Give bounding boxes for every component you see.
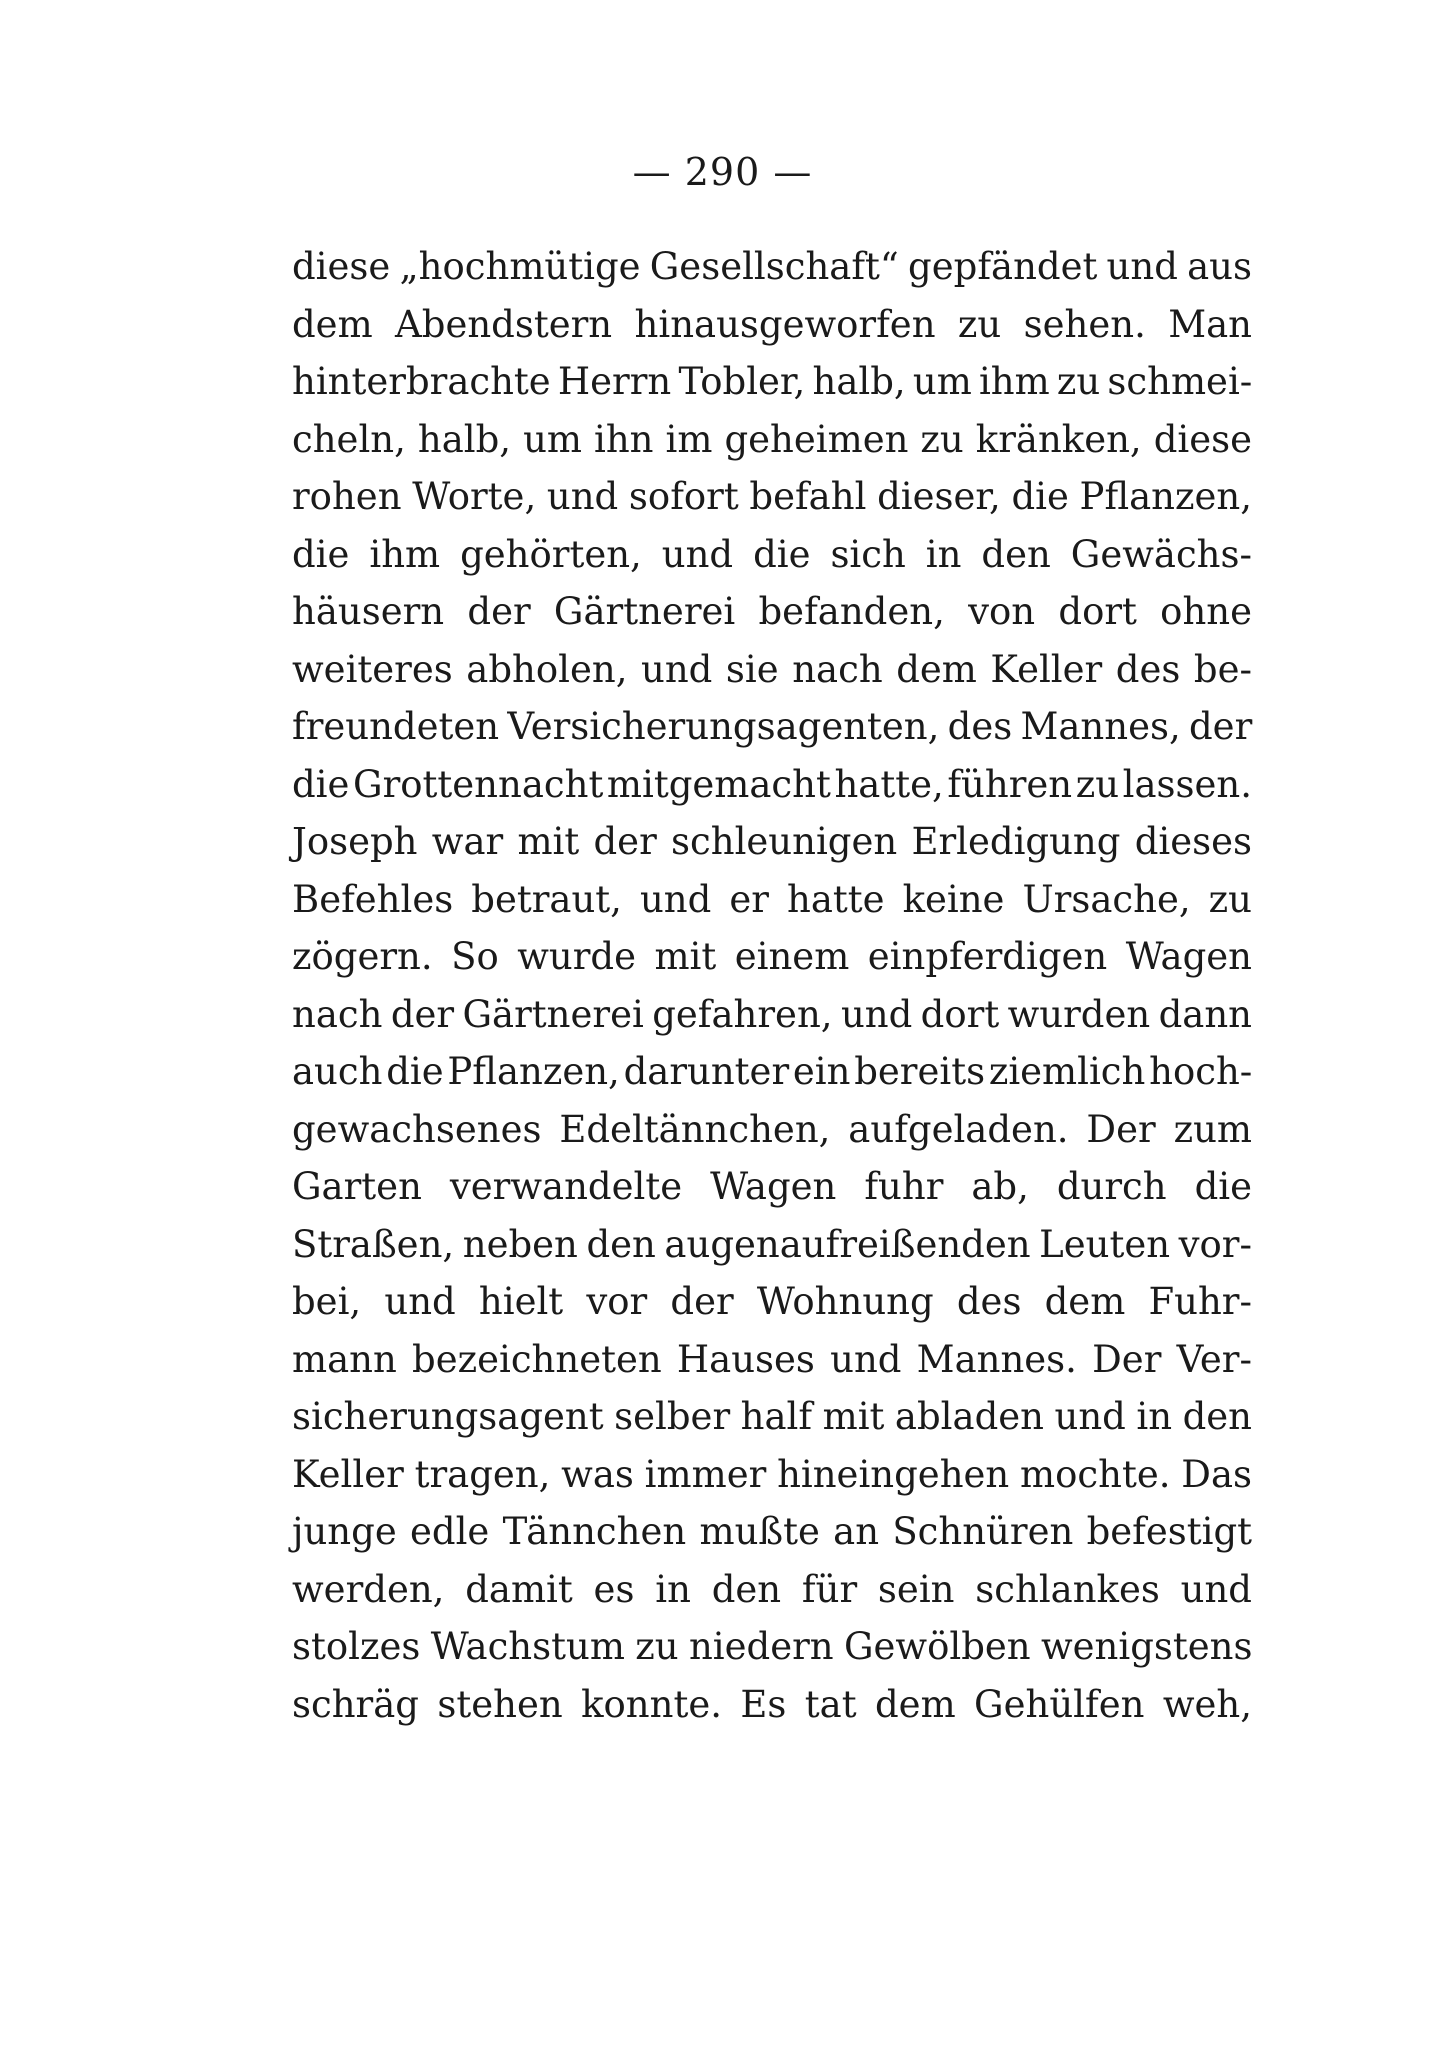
text-line: nach der Gärtnerei gefahren, und dort wurden dann — [292, 992, 1252, 1036]
text-line: cheln, halb, um ihn im geheimen zu kränken, diese — [292, 417, 1252, 461]
text-line: die Grottennacht mitgemacht hatte, führen zu lassen. — [292, 762, 1252, 806]
text-line: stolzes Wachstum zu niedern Gewölben wenigstens — [292, 1625, 1253, 1668]
page-number: — 290 — — [632, 150, 813, 194]
text-line: Straßen, neben den augenaufreißenden Leuten vor- — [292, 1222, 1252, 1266]
text-line: Garten verwandelte Wagen fuhr ab, durch die — [292, 1165, 1252, 1208]
text-line: junge edle Tännchen mußte an Schnüren befestigt — [292, 1510, 1252, 1553]
text-line: mann bezeichneten Hauses und Mannes. Der Ver- — [292, 1337, 1252, 1381]
text-line: Joseph war mit der schleunigen Erledigung dieses — [292, 820, 1252, 863]
text-line: gewachsenes Edeltännchen, aufgeladen. Der zum — [292, 1107, 1252, 1151]
body-text — [292, 238, 1252, 1733]
text-line: Befehles betraut, und er hatte keine Ursache, zu — [292, 877, 1252, 921]
text-line: weiteres abholen, und sie nach dem Keller des be- — [292, 647, 1252, 691]
text-line: freundeten Versicherungsagenten, des Mannes, der — [292, 705, 1253, 748]
text-line: diese „hochmütige Gesellschaft“ gepfändet und aus — [292, 245, 1252, 288]
text-line: Keller tragen, was immer hineingehen mochte. Das — [292, 1452, 1252, 1496]
text-line: sicherungsagent selber half mit abladen und in den — [292, 1395, 1252, 1438]
text-line: werden, damit es in den für sein schlankes und — [292, 1567, 1252, 1611]
text-line: auch die Pflanzen, darunter ein bereits ziemlich hoch- — [292, 1050, 1253, 1093]
text-line: häusern der Gärtnerei befanden, von dort ohne — [292, 590, 1252, 633]
text-line: bei, und hielt vor der Wohnung des dem Fuhr- — [292, 1280, 1252, 1323]
text-line: die ihm gehörten, und die sich in den Gewächs- — [292, 532, 1252, 576]
text-line: schräg stehen konnte. Es tat dem Gehülfen weh, — [292, 1682, 1252, 1726]
text-line: hinterbrachte Herrn Tobler, halb, um ihm zu schmei- — [292, 360, 1253, 403]
text-line: dem Abendstern hinausgeworfen zu sehen. Man — [292, 302, 1252, 346]
text-line: zögern. So wurde mit einem einpferdigen Wagen — [292, 935, 1252, 978]
text-line: rohen Worte, und sofort befahl dieser, die Pflanzen, — [292, 475, 1252, 518]
